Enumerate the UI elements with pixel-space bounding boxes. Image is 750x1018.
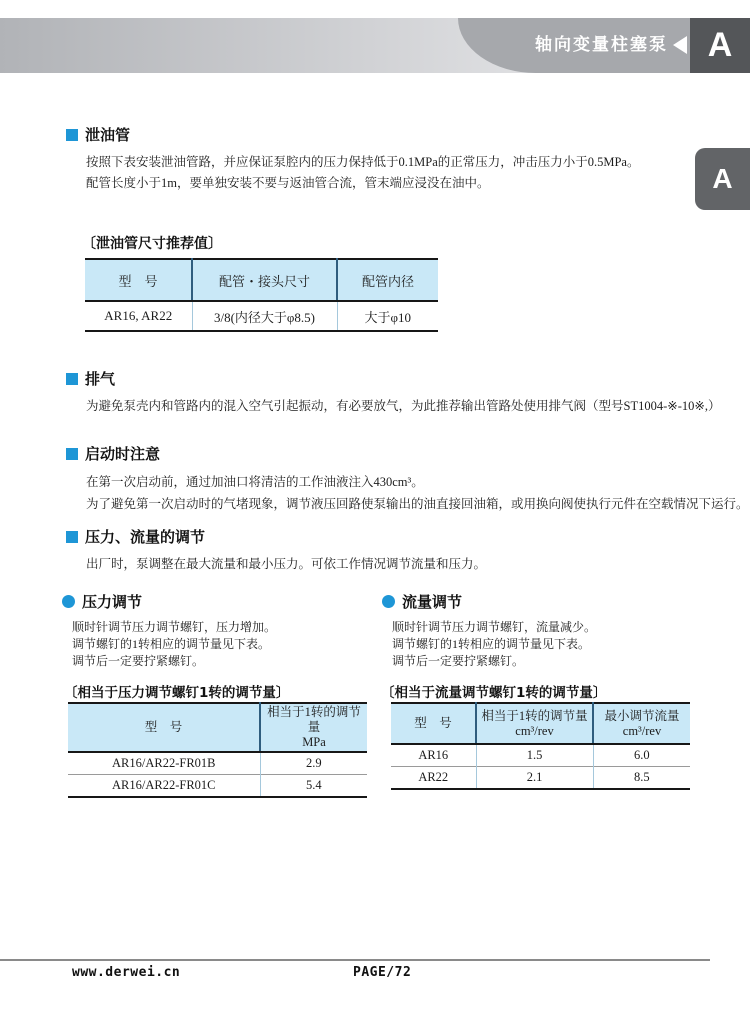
header-line: cm³/rev [622, 723, 662, 738]
table-cell: AR16/AR22-FR01B [112, 756, 216, 770]
body-line: 为避免泵壳内和管路内的混入空气引起振动，有必要放气，为此推荐输出管路处使用排气阀（型号ST1004-※-10※,） [86, 399, 721, 413]
circle-bullet-icon [62, 595, 75, 608]
table-cell: 3/8(内径大于φ8.5) [192, 301, 337, 331]
body-line: 调节后一定要拧紧螺钉。 [392, 654, 525, 668]
drain-size-table [85, 258, 438, 332]
section-title: 压力、流量的调节 [85, 528, 206, 546]
subsection-pressure-adjust [62, 591, 276, 670]
table-caption: 〔相当于流量调节螺钉1转的调节量〕 [381, 685, 607, 701]
table-caption: 〔泄油管尺寸推荐值〕 [82, 236, 222, 252]
circle-bullet-icon [382, 595, 395, 608]
column-header [593, 703, 690, 744]
side-chapter-tab: A [695, 148, 750, 210]
table-header-row [85, 259, 438, 301]
table-cell: 1.5 [476, 744, 593, 767]
body-line: 调节螺钉的1转相应的调节量见下表。 [72, 637, 271, 651]
section-title: 泄油管 [85, 126, 131, 144]
square-bullet-icon [66, 448, 78, 460]
column-header [260, 703, 367, 752]
body-line: 配管长度小于1m，要单独安装不要与返油管合流，管末端应浸没在油中。 [86, 176, 490, 190]
body-line: 调节螺钉的1转相应的调节量见下表。 [392, 637, 591, 651]
column-header: 型 号 [85, 259, 192, 301]
table-cell: 8.5 [593, 767, 690, 790]
footer-divider [0, 959, 710, 961]
body-line: 出厂时，泵调整在最大流量和最小压力。可依工作情况调节流量和压力。 [86, 557, 487, 571]
table-caption: 〔相当于压力调节螺钉1转的调节量〕 [64, 685, 290, 701]
table-cell: AR16 [418, 748, 449, 762]
flow-adjust-table [391, 702, 690, 790]
header-line: 型 号 [144, 720, 183, 734]
page-title: 轴向变量柱塞泵 [535, 35, 668, 55]
column-header: 配管・接头尺寸 [192, 259, 337, 301]
table-row [391, 744, 690, 767]
section-exhaust [66, 368, 721, 417]
header-banner [0, 18, 750, 73]
table-cell: AR22 [391, 767, 476, 790]
table-cell: 大于φ10 [337, 301, 438, 331]
section-drain-pipe [66, 124, 639, 194]
column-header [391, 703, 476, 744]
table-row [391, 767, 690, 790]
table-cell: AR16/AR22-FR01C [68, 775, 260, 798]
square-bullet-icon [66, 531, 78, 543]
chapter-letter-box: A [690, 18, 750, 73]
table-header-row [391, 703, 690, 744]
table-cell: 5.4 [260, 775, 367, 798]
body-line: 顺时针调节压力调节螺钉，压力增加。 [72, 620, 277, 634]
column-header [68, 703, 260, 752]
section-title: 启动时注意 [85, 445, 161, 463]
section-adjustment [66, 526, 486, 575]
table-cell: AR16, AR22 [104, 308, 173, 323]
body-line: 调节后一定要拧紧螺钉。 [72, 654, 205, 668]
subsection-title: 流量调节 [402, 593, 463, 611]
arrow-left-icon [673, 36, 687, 54]
table-row [68, 775, 367, 798]
header-line: MPa [302, 735, 326, 749]
footer-website: www.derwei.cn [72, 965, 181, 980]
header-line: 相当于1转的调节量 [267, 705, 361, 734]
column-header: 配管内径 [337, 259, 438, 301]
footer-page-number: PAGE/72 [353, 965, 412, 980]
subsection-title: 压力调节 [82, 593, 143, 611]
square-bullet-icon [66, 129, 78, 141]
table-cell: 2.1 [476, 767, 593, 790]
body-line: 为了避免第一次启动时的气堵现象，调节液压回路使泵输出的油直接回油箱，或用换向阀使执行元件在空载情况下运行。 [86, 497, 749, 511]
body-line: 顺时针调节压力调节螺钉，流量减少。 [392, 620, 597, 634]
table-row [68, 752, 367, 775]
table-cell: 2.9 [260, 752, 367, 775]
subsection-flow-adjust [382, 591, 596, 670]
table-cell: 6.0 [593, 744, 690, 767]
table-header-row [68, 703, 367, 752]
square-bullet-icon [66, 373, 78, 385]
body-line: 按照下表安装泄油管路，并应保证泵腔内的压力保持低于0.1MPa的正常压力，冲击压力小于0.5MPa。 [86, 155, 640, 169]
header-line: 型 号 [414, 716, 452, 730]
table-row [85, 301, 438, 331]
header-line: 最小调节流量 [604, 708, 680, 723]
body-line: 在第一次启动前，通过加油口将清洁的工作油液注入430cm³。 [86, 475, 424, 489]
column-header [476, 703, 593, 744]
section-startup [66, 443, 749, 515]
header-line: cm³/rev [515, 723, 554, 738]
header-line: 相当于1转的调节量 [481, 708, 588, 723]
section-title: 排气 [85, 370, 116, 388]
pressure-adjust-table [68, 702, 367, 798]
